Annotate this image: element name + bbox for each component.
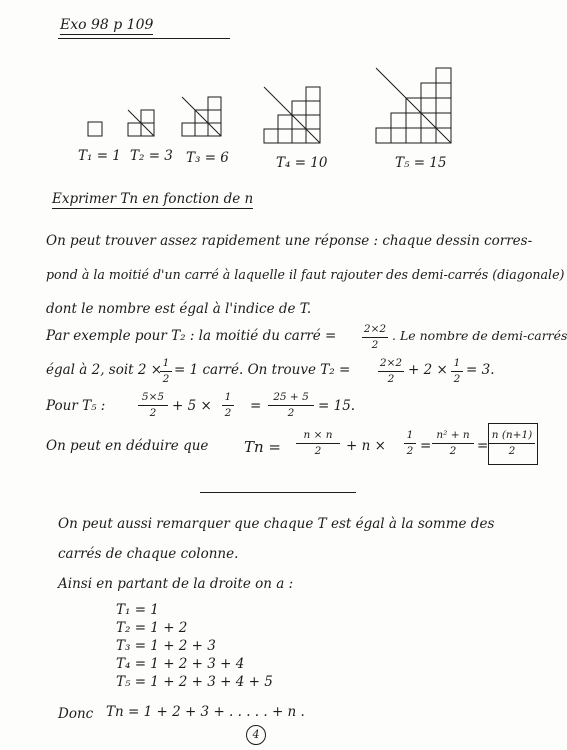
figure-label-t2: T₂ = 3	[130, 148, 173, 164]
section-title: Exprimer Tn en fonction de n	[52, 191, 254, 207]
fraction-n-squared-plus-n: n² + n 2	[432, 430, 474, 456]
grid-square	[278, 129, 292, 143]
section-separator	[200, 492, 356, 493]
tn-plus: + n ×	[346, 438, 386, 454]
fraction-twenty-five-plus-five: 25 + 5 2	[268, 392, 314, 418]
grid-square	[292, 129, 306, 143]
fraction-half-square: 2×2 2	[363, 323, 387, 351]
grid-square	[376, 128, 391, 143]
diagonal-line	[182, 97, 221, 136]
sum-line-t2: T₂ = 1 + 2	[116, 620, 188, 636]
triangle-figure-t4	[264, 87, 320, 143]
grid-square	[391, 113, 406, 128]
sum-line-t1: T₁ = 1	[116, 602, 159, 618]
paragraph-5-line-3: Ainsi en partant de la droite on a :	[58, 576, 294, 592]
conclusion-label: Donc	[58, 706, 94, 722]
example-line-2-result: = 3.	[466, 362, 495, 378]
example-line-1-end: . Le nombre de demi-carrés	[392, 328, 567, 343]
grid-square	[208, 110, 221, 123]
grid-square	[306, 115, 320, 129]
paragraph-5-line-1: On peut aussi remarquer que chaque T est égal à la somme des	[58, 516, 495, 532]
tn-label: Tn =	[244, 438, 282, 456]
example-line-1: Par exemple pour T₂ : la moitié du carré =	[46, 328, 337, 344]
grid-square	[421, 83, 436, 98]
grid-square	[421, 98, 436, 113]
grid-square	[182, 123, 195, 136]
grid-square	[208, 97, 221, 110]
paragraph-5-line-2: carrés de chaque colonne.	[58, 546, 239, 562]
page-title: Exo 98 p 109	[60, 17, 154, 33]
paragraph-1-line-3: dont le nombre est égal à l'indice de T.	[46, 301, 312, 317]
paragraph-1-line-2: pond à la moitié d'un carré à laquelle il faut rajouter des demi-carrés (diagonale)	[46, 267, 565, 282]
fraction-one-half-d: 1 2	[404, 430, 416, 456]
triangle-figure-t1	[88, 122, 102, 136]
grid-square	[406, 128, 421, 143]
grid-square	[306, 87, 320, 101]
grid-square	[264, 129, 278, 143]
sum-line-t4: T₄ = 1 + 2 + 3 + 4	[116, 656, 245, 672]
fraction-n-by-n: n × n 2	[296, 430, 340, 456]
example-line-2-start: égal à 2, soit 2 ×	[46, 362, 163, 378]
tn-equals-1: =	[420, 438, 432, 454]
grid-square	[436, 98, 451, 113]
grid-square	[141, 110, 154, 123]
triangle-figures	[0, 0, 544, 200]
grid-square	[436, 113, 451, 128]
fraction-n-n-plus-1: n (n+1) 2	[489, 430, 535, 456]
figure-label-t5: T₅ = 15	[395, 155, 447, 171]
triangle-figure-t3	[182, 97, 221, 136]
sum-line-t5: T₅ = 1 + 2 + 3 + 4 + 5	[116, 674, 273, 690]
t5-plus: + 5 ×	[172, 398, 212, 414]
fraction-two-by-two: 2×2 2	[379, 357, 403, 385]
t5-label: Pour T₅ :	[46, 398, 106, 414]
triangle-figure-t2	[128, 110, 154, 136]
grid-square	[391, 128, 406, 143]
grid-square	[128, 123, 141, 136]
figure-label-t1: T₁ = 1	[78, 148, 121, 164]
grid-square	[292, 101, 306, 115]
grid-square	[421, 128, 436, 143]
tn-equals-2: =	[477, 438, 489, 454]
t5-result: = 15.	[318, 398, 356, 414]
fraction-five-by-five: 5×5 2	[138, 392, 168, 418]
grid-square	[436, 68, 451, 83]
fraction-one-half-c: 1 2	[222, 392, 234, 418]
page-number: 4	[246, 725, 266, 745]
t5-equals: =	[250, 398, 262, 414]
conclusion-formula: Tn = 1 + 2 + 3 + . . . . . + n .	[106, 704, 305, 720]
sum-line-t3: T₃ = 1 + 2 + 3	[116, 638, 216, 654]
grid-square	[306, 101, 320, 115]
paragraph-1-line-1: On peut trouver assez rapidement une réponse : chaque dessin corres-	[46, 233, 533, 249]
grid-square	[406, 113, 421, 128]
grid-square	[436, 83, 451, 98]
grid-square	[195, 123, 208, 136]
example-line-2-plus: + 2 ×	[408, 362, 448, 378]
deduction-text: On peut en déduire que	[46, 438, 209, 454]
figure-label-t4: T₄ = 10	[276, 155, 328, 171]
triangle-figure-t5	[376, 68, 451, 143]
grid-square	[278, 115, 292, 129]
fraction-one-half-a: 1 2	[160, 358, 172, 384]
example-line-2-mid: = 1 carré. On trouve T₂ =	[174, 362, 351, 378]
grid-square	[88, 122, 102, 136]
diagonal-line	[376, 68, 451, 143]
fraction-one-half-b: 1 2	[451, 358, 463, 384]
figure-label-t3: T₃ = 6	[186, 150, 229, 166]
